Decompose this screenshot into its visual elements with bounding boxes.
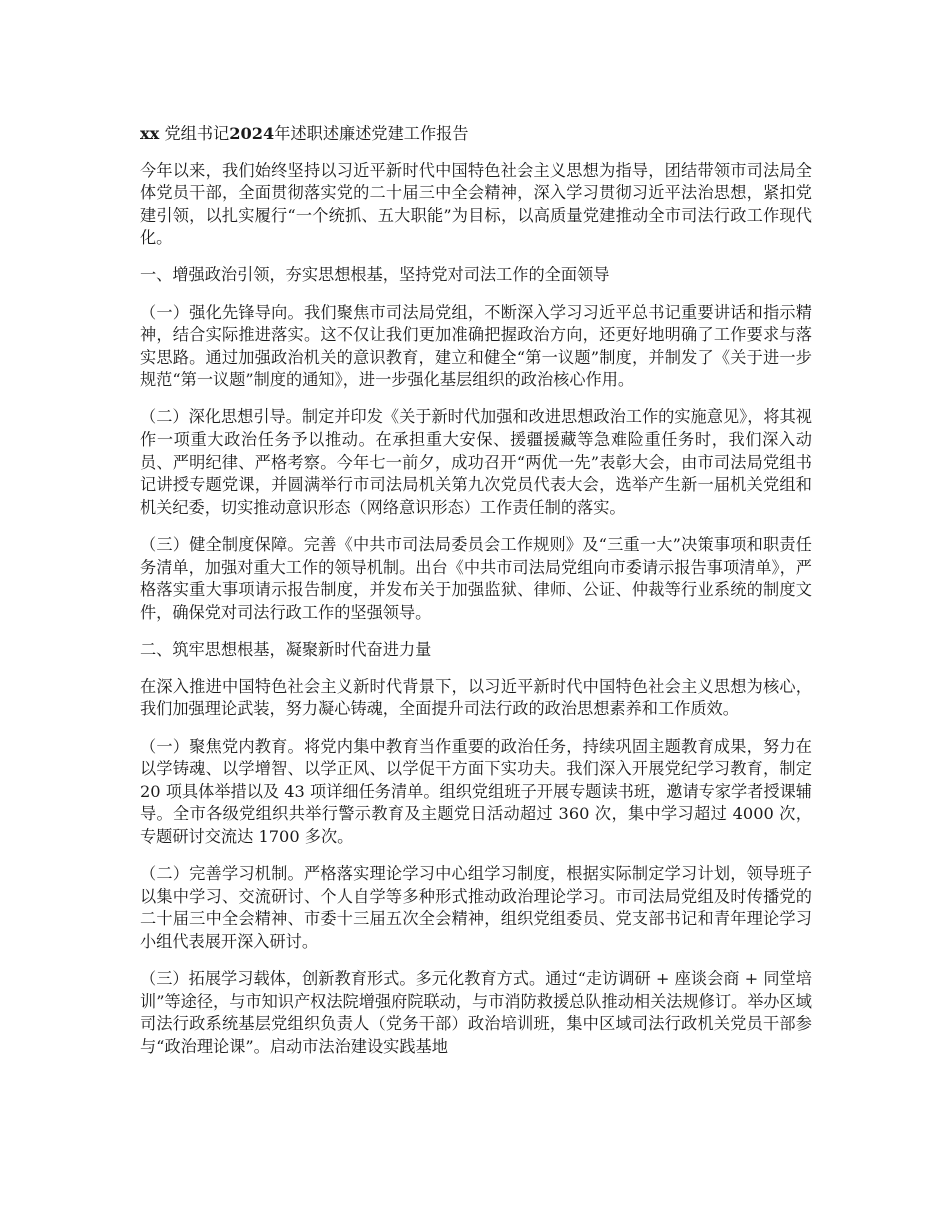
paragraph-2-2: （二）完善学习机制。严格落实理论学习中心组学习制度，根据实际制定学习计划，领导班子以集中学习、交流研讨、个人自学等多种形式推动政治理论学习。市司法局党组及时传播党的二十届三中全会精神、市委十三届五次全会精神，组织党组委员、党支部书记和青年理论学习小组代表展开深入研讨。 xyxy=(140,864,812,951)
intro-paragraph: 今年以来，我们始终坚持以习近平新时代中国特色社会主义思想为指导，团结带领市司法局全体党员干部，全面贯彻落实党的二十届三中全会精神，深入学习贯彻习近平法治思想，紧扣党建引领，以扎实履行“一个统抓、五大职能”为目标，以高质量党建推动全市司法行政工作现代化。 xyxy=(140,160,812,248)
title-year: 2024 xyxy=(229,124,275,143)
section-2-intro: 在深入推进中国特色社会主义新时代背景下，以习近平新时代中国特色社会主义思想为核心，我们加强理论武装，努力凝心铸魂，全面提升司法行政的政治思想素养和工作质效。 xyxy=(140,676,812,719)
paragraph-2-1: （一）聚焦党内教育。将党内集中教育当作重要的政治任务，持续巩固主题教育成果，努力在以学铸魂、以学增智、以学正风、以学促干方面下实功夫。我们深入开展党纪学习教育，制定 20 项具体举措以及 43 项详细任务清单。组织党组班子开展专题读书班，邀请专家学者授课辅导。全市各级党组织共举行警示教育及主题党日活动超过 360 次，集中学习超过 4000 次，专题研讨交流达 1700 多次。 xyxy=(140,736,812,846)
paragraph-1-3: （三）健全制度保障。完善《中共市司法局委员会工作规则》及“三重一大”决策事项和职责任务清单，加强对重大工作的领导机制。出台《中共市司法局党组向市委请示报告事项清单》，严格落实重大事项请示报告制度，并发布关于加强监狱、律师、公证、仲裁等行业系统的制度文件，确保党对司法行政工作的坚强领导。 xyxy=(140,534,812,622)
document-title xyxy=(140,123,812,146)
section-heading-1: 一、增强政治引领，夯实思想根基，坚持党对司法工作的全面领导 xyxy=(140,265,610,285)
paragraph-1-2: （二）深化思想引导。制定并印发《关于新时代加强和改进思想政治工作的实施意见》，将其视作一项重大政治任务予以推动。在承担重大安保、援疆援藏等急难险重任务时，我们深入动员、严明纪律、严格考察。今年七一前夕，成功召开“两优一先”表彰大会，由市司法局党组书记讲授专题党课，并圆满举行市司法局机关第九次党员代表大会，选举产生新一届机关党组和机关纪委，切实推动意识形态（网络意识形态）工作责任制的落实。 xyxy=(140,407,812,517)
document-page xyxy=(140,123,812,1073)
title-role: 党组书记 xyxy=(164,124,230,143)
paragraph-2-3: （三）拓展学习载体，创新教育形式。多元化教育方式。通过“走访调研 + 座谈会商 + 同堂培训”等途径，与市知识产权法院增强府院联动，与市消防救援总队推动相关法规修订。举办区域司法行政系统基层党组织负责人（党务干部）政治培训班，集中区域司法行政机关党员干部参与“政治理论课”。启动市法治建设实践基地 xyxy=(140,968,812,1056)
paragraph-1-1: （一）强化先锋导向。我们聚焦市司法局党组，不断深入学习习近平总书记重要讲话和指示精神，结合实际推进落实。这不仅让我们更加准确把握政治方向，还更好地明确了工作要求与落实思路。通过加强政治机关的意识教育，建立和健全“第一议题”制度，并制发了《关于进一步规范“第一议题”制度的通知》，进一步强化基层组织的政治核心作用。 xyxy=(140,302,812,390)
title-rest: 年述职述廉述党建工作报告 xyxy=(274,124,469,143)
section-heading-2: 二、筑牢思想根基，凝聚新时代奋进力量 xyxy=(140,639,432,659)
title-prefix: xx xyxy=(140,124,160,143)
